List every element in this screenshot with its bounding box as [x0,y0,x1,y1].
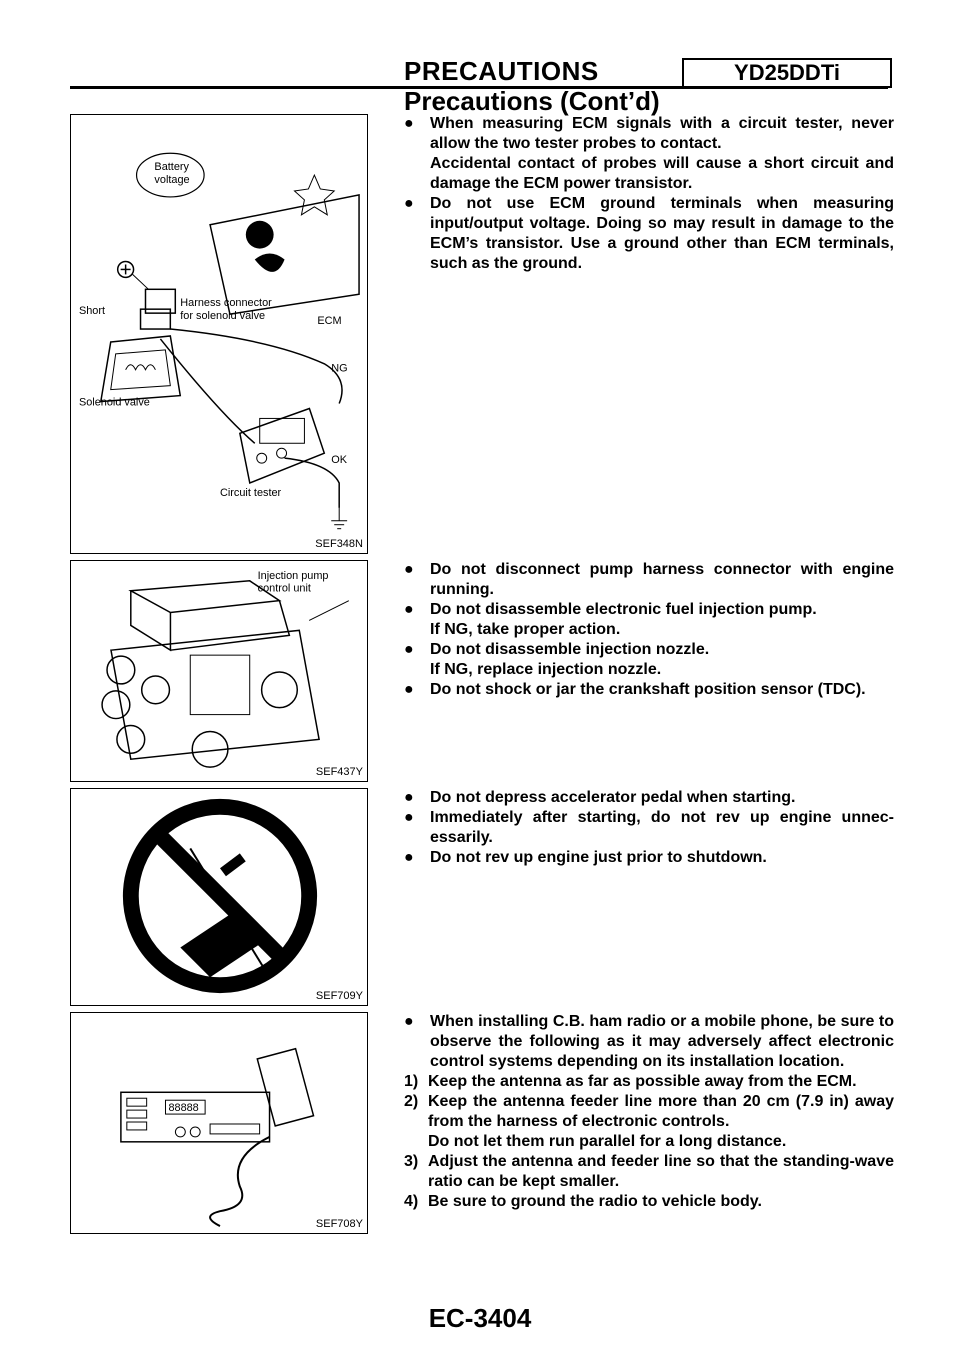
bullet-icon: ● [404,115,414,132]
numbered-step [404,1192,894,1212]
radio-illustration [71,1013,367,1233]
bullet-continuation: Accidental contact of probes will cause a short circuit and damage the ECM power transistor. [430,155,894,192]
step-text: Adjust the antenna and feeder line so that the standing-wave ratio can be kept smaller. [428,1153,894,1190]
bullet-text: When installing C.B. ham radio or a mobile phone, be sure to observe the following as it may adversely affect electronic control systems depending on its installation location. [430,1013,894,1070]
step-text: Keep the antenna as far as possible away from the ECM. [428,1073,857,1090]
figure-code: SEF709Y [315,990,363,1002]
text-block-pump [404,560,894,700]
bullet-item [404,808,894,848]
bullet-icon: ● [404,1013,414,1030]
figure-injection-pump [70,560,368,782]
bullet-text: Do not shock or jar the crankshaft position sensor (TDC). [430,681,866,698]
figure-circuit-tester [70,114,368,554]
bullet-icon: ● [404,641,414,658]
numbered-step [404,1092,894,1152]
bullet-text: Immediately after starting, do not rev up engine unnec-essarily. [430,809,894,846]
ng-label: NG [331,362,348,375]
numbered-step [404,1072,894,1092]
step-number: 3) [404,1153,419,1170]
bullet-icon: ● [404,681,414,698]
bullet-item [404,560,894,600]
numbered-step [404,1152,894,1192]
ok-label: OK [331,454,348,467]
ecm-label: ECM [317,315,342,328]
bullet-icon: ● [404,561,414,578]
bullet-item [404,680,894,700]
pump-control-unit-label: Injection pump control unit [257,569,329,595]
no-pedal-illustration [71,789,367,1005]
bullet-text: Do not use ECM ground terminals when measuring input/output voltage. Doing so may result in damage to the ECM’s transistor. Use a ground other than ECM terminals, such as the ground. [430,195,894,272]
bullet-item [404,600,894,640]
bullet-continuation: If NG, take proper action. [430,621,621,638]
bullet-item [404,788,894,808]
solenoid-valve-label: Solenoid valve [78,396,150,409]
step-number: 4) [404,1193,419,1210]
bullet-text: Do not disconnect pump harness connector with engine running. [430,561,894,598]
bullet-icon: ● [404,849,414,866]
bullet-item [404,194,894,274]
step-text: Keep the antenna feeder line more than 20 cm (7.9 in) away from the harness of electronic controls. [428,1093,894,1130]
figure-code: SEF708Y [315,1218,363,1230]
text-block-starting [404,788,894,868]
short-label: Short [78,305,106,318]
text-block-ecm-measuring [404,114,894,274]
injection-pump-illustration [71,561,367,781]
step-number: 1) [404,1073,419,1090]
bullet-icon: ● [404,195,414,212]
step-number: 2) [404,1093,419,1110]
bullet-text: Do not disassemble injection nozzle. [430,641,710,658]
bullet-continuation: If NG, replace injection nozzle. [430,661,662,678]
step-continuation: Do not let them run parallel for a long distance. [428,1133,787,1150]
battery-label-line1: Battery voltage [154,161,190,187]
bullet-item [404,114,894,194]
bullet-icon: ● [404,789,414,806]
circuit-tester-label: Circuit tester [219,486,282,499]
page-number: EC-3404 [428,1303,532,1333]
figure-code: SEF437Y [315,766,363,778]
figure-radio [70,1012,368,1234]
harness-connector-label: Harness connector for solenoid valve [180,297,272,323]
bullet-text: Do not depress accelerator pedal when starting. [430,789,796,806]
bullet-text: Do not rev up engine just prior to shutdown. [430,849,767,866]
circuit-tester-illustration [71,115,367,553]
bullet-icon: ● [404,809,414,826]
bullet-text: Do not disassemble electronic fuel injection pump. [430,601,817,618]
bullet-item [404,640,894,680]
radio-display-text: 88888 [168,1102,199,1115]
bullet-item [404,1012,894,1072]
bullet-item [404,848,894,868]
engine-code-badge: YD25DDTi [682,58,892,88]
bullet-text: When measuring ECM signals with a circuit tester, never allow the two tester probes to contact. [430,115,894,152]
step-text: Be sure to ground the radio to vehicle body. [428,1193,762,1210]
page-header-title: PRECAUTIONS [404,56,599,86]
text-block-radio [404,1012,894,1212]
section-title: Precautions (Cont’d) [404,86,660,116]
figure-no-pedal [70,788,368,1006]
figure-code: SEF348N [315,538,363,550]
bullet-icon: ● [404,601,414,618]
